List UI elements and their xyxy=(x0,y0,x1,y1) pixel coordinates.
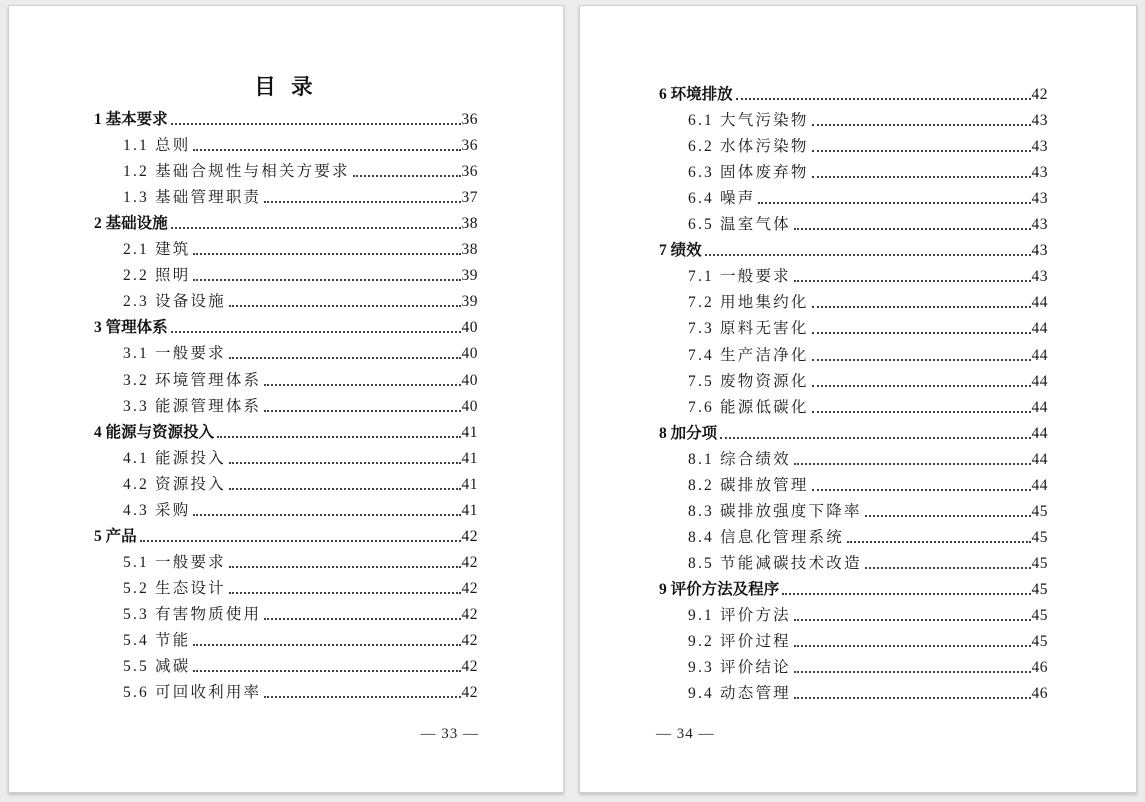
toc-leader-dots xyxy=(229,357,461,359)
toc-entry-pagenum: 43 xyxy=(1031,138,1048,156)
toc-entry xyxy=(94,443,478,469)
toc-leader-dots xyxy=(812,489,1031,491)
toc-entry-pagenum: 42 xyxy=(461,579,478,597)
toc-leader-dots xyxy=(353,175,461,177)
toc-entry-label: 3.2 环境管理体系 xyxy=(123,371,262,389)
toc-entry xyxy=(94,338,478,364)
toc-entry xyxy=(659,470,1048,496)
toc-entry-label: 6.5 温室气体 xyxy=(688,216,791,234)
toc-leader-dots xyxy=(812,359,1031,361)
toc-entry xyxy=(94,521,478,547)
toc-entry-pagenum: 40 xyxy=(461,397,478,415)
toc-entry xyxy=(94,651,478,677)
toc-entry xyxy=(659,183,1048,209)
toc-entry-pagenum: 38 xyxy=(461,241,478,259)
toc-leader-dots xyxy=(812,176,1031,178)
toc-entry xyxy=(659,678,1048,704)
toc-entry xyxy=(659,209,1048,235)
toc-entry xyxy=(94,156,478,182)
toc-entry-label: 5 产品 xyxy=(94,527,137,545)
toc-entry-label: 3 管理体系 xyxy=(94,319,168,337)
toc-entry-label: 9.1 评价方法 xyxy=(688,606,791,624)
toc-entry-pagenum: 44 xyxy=(1031,476,1048,494)
toc-entry-label: 4.2 资源投入 xyxy=(123,475,226,493)
toc-entry-pagenum: 44 xyxy=(1031,372,1048,390)
toc-entry xyxy=(94,234,478,260)
toc-entry-label: 7.2 用地集约化 xyxy=(688,294,809,312)
toc-entry xyxy=(659,261,1048,287)
toc-entry xyxy=(94,260,478,286)
toc-leader-dots xyxy=(229,592,461,594)
toc-entry-pagenum: 38 xyxy=(461,215,478,233)
toc-entry xyxy=(659,626,1048,652)
toc-entry xyxy=(94,469,478,495)
toc-entry-label: 7.6 能源低碳化 xyxy=(688,398,809,416)
toc-entry-pagenum: 42 xyxy=(461,631,478,649)
toc-entry-label: 9.4 动态管理 xyxy=(688,685,791,703)
toc-entry-pagenum: 46 xyxy=(1031,685,1048,703)
toc-leader-dots xyxy=(865,515,1031,517)
toc-entry-pagenum: 37 xyxy=(461,189,478,207)
toc-leader-dots xyxy=(705,254,1031,256)
toc-entry xyxy=(659,496,1048,522)
toc-leader-dots xyxy=(812,124,1031,126)
toc-entry-pagenum: 39 xyxy=(461,267,478,285)
toc-entry-label: 9.3 评价结论 xyxy=(688,659,791,677)
toc-entry xyxy=(94,573,478,599)
toc-entry-label: 4.3 采购 xyxy=(123,501,191,519)
toc-entry xyxy=(94,208,478,234)
toc-entry-pagenum: 40 xyxy=(461,345,478,363)
toc-list xyxy=(94,104,478,703)
toc-entry-label: 5.2 生态设计 xyxy=(123,579,226,597)
toc-leader-dots xyxy=(720,437,1030,439)
toc-entry-pagenum: 41 xyxy=(461,449,478,467)
toc-entry xyxy=(659,392,1048,418)
toc-entry-label: 7.4 生产洁净化 xyxy=(688,346,809,364)
toc-entry-label: 5.1 一般要求 xyxy=(123,553,226,571)
toc-leader-dots xyxy=(812,385,1031,387)
toc-entry-pagenum: 43 xyxy=(1031,112,1048,130)
toc-entry xyxy=(659,313,1048,339)
toc-entry-pagenum: 45 xyxy=(1031,580,1048,598)
toc-leader-dots xyxy=(812,306,1031,308)
toc-entry-pagenum: 46 xyxy=(1031,659,1048,677)
toc-entry-label: 1 基本要求 xyxy=(94,111,168,129)
toc-entry-pagenum: 36 xyxy=(461,163,478,181)
toc-entry xyxy=(94,364,478,390)
toc-entry-pagenum: 42 xyxy=(461,684,478,702)
toc-leader-dots xyxy=(229,566,461,568)
toc-entry-pagenum: 43 xyxy=(1031,164,1048,182)
toc-entry-pagenum: 41 xyxy=(461,475,478,493)
toc-leader-dots xyxy=(865,567,1031,569)
toc-entry-label: 1.3 基础管理职责 xyxy=(123,189,262,207)
toc-entry-label: 6.1 大气污染物 xyxy=(688,112,809,130)
toc-entry-pagenum: 42 xyxy=(1031,86,1048,104)
toc-entry-pagenum: 41 xyxy=(461,501,478,519)
toc-entry xyxy=(94,286,478,312)
toc-leader-dots xyxy=(264,618,460,620)
toc-entry-label: 7.3 原料无害化 xyxy=(688,320,809,338)
toc-entry-pagenum: 44 xyxy=(1031,294,1048,312)
toc-entry-label: 6.2 水体污染物 xyxy=(688,138,809,156)
toc-entry-pagenum: 45 xyxy=(1031,633,1048,651)
toc-entry-pagenum: 44 xyxy=(1031,398,1048,416)
toc-entry-pagenum: 42 xyxy=(461,527,478,545)
page-number-footer: — 34 — xyxy=(656,726,715,742)
toc-entry-label: 6 环境排放 xyxy=(659,86,733,104)
toc-leader-dots xyxy=(193,253,460,255)
toc-entry xyxy=(659,418,1048,444)
toc-entry-pagenum: 36 xyxy=(461,111,478,129)
toc-entry-pagenum: 42 xyxy=(461,553,478,571)
toc-entry-label: 2.1 建筑 xyxy=(123,241,191,259)
toc-entry-label: 5.5 减碳 xyxy=(123,658,191,676)
toc-leader-dots xyxy=(193,514,460,516)
toc-entry-pagenum: 39 xyxy=(461,293,478,311)
page-number-footer: — 33 — xyxy=(420,726,479,742)
toc-entry-pagenum: 36 xyxy=(461,137,478,155)
toc-entry xyxy=(94,391,478,417)
toc-entry xyxy=(659,105,1048,131)
toc-leader-dots xyxy=(229,462,461,464)
toc-leader-dots xyxy=(758,202,1030,204)
toc-leader-dots xyxy=(794,697,1031,699)
toc-entry xyxy=(94,677,478,703)
toc-entry-label: 5.4 节能 xyxy=(123,631,191,649)
toc-entry xyxy=(659,652,1048,678)
toc-entry xyxy=(94,417,478,443)
toc-entry xyxy=(659,444,1048,470)
toc-leader-dots xyxy=(229,488,461,490)
toc-leader-dots xyxy=(812,411,1031,413)
toc-leader-dots xyxy=(794,228,1031,230)
toc-entry xyxy=(659,131,1048,157)
toc-leader-dots xyxy=(794,619,1031,621)
toc-entry xyxy=(94,182,478,208)
toc-entry-pagenum: 44 xyxy=(1031,346,1048,364)
toc-entry xyxy=(659,522,1048,548)
toc-leader-dots xyxy=(264,696,460,698)
toc-leader-dots xyxy=(140,540,461,542)
toc-entry-label: 8.4 信息化管理系统 xyxy=(688,528,844,546)
toc-leader-dots xyxy=(171,123,461,125)
toc-entry-label: 8.2 碳排放管理 xyxy=(688,476,809,494)
toc-entry-pagenum: 45 xyxy=(1031,502,1048,520)
toc-entry-pagenum: 45 xyxy=(1031,528,1048,546)
toc-leader-dots xyxy=(782,593,1030,595)
toc-entry-label: 6.3 固体废弃物 xyxy=(688,164,809,182)
toc-entry-pagenum: 43 xyxy=(1031,190,1048,208)
toc-entry-pagenum: 40 xyxy=(461,319,478,337)
toc-list xyxy=(659,79,1048,704)
toc-entry xyxy=(659,600,1048,626)
toc-entry xyxy=(659,366,1048,392)
toc-entry xyxy=(94,495,478,521)
toc-leader-dots xyxy=(171,227,461,229)
toc-entry-label: 5.3 有害物质使用 xyxy=(123,605,262,623)
toc-entry-label: 2.2 照明 xyxy=(123,267,191,285)
toc-leader-dots xyxy=(193,644,460,646)
toc-entry xyxy=(94,599,478,625)
toc-entry xyxy=(94,104,478,130)
toc-entry-label: 4 能源与资源投入 xyxy=(94,423,215,441)
toc-entry xyxy=(94,130,478,156)
toc-entry-label: 7.1 一般要求 xyxy=(688,268,791,286)
toc-entry-label: 6.4 噪声 xyxy=(688,190,756,208)
toc-entry xyxy=(94,312,478,338)
toc-entry-label: 7.5 废物资源化 xyxy=(688,372,809,390)
toc-entry xyxy=(94,625,478,651)
toc-entry-label: 1.1 总则 xyxy=(123,137,191,155)
toc-entry-label: 8.3 碳排放强度下降率 xyxy=(688,502,862,520)
toc-leader-dots xyxy=(264,201,460,203)
toc-entry xyxy=(659,287,1048,313)
toc-leader-dots xyxy=(264,384,460,386)
toc-entry xyxy=(659,548,1048,574)
toc-leader-dots xyxy=(794,280,1031,282)
toc-entry-label: 1.2 基础合规性与相关方要求 xyxy=(123,163,350,181)
toc-entry-label: 3.1 一般要求 xyxy=(123,345,226,363)
toc-entry-pagenum: 43 xyxy=(1031,216,1048,234)
toc-leader-dots xyxy=(193,149,460,151)
toc-leader-dots xyxy=(736,98,1031,100)
toc-entry-pagenum: 44 xyxy=(1031,424,1048,442)
toc-entry-label: 2 基础设施 xyxy=(94,215,168,233)
toc-leader-dots xyxy=(847,541,1031,543)
toc-entry xyxy=(659,157,1048,183)
toc-entry-pagenum: 41 xyxy=(461,423,478,441)
toc-leader-dots xyxy=(229,305,461,307)
toc-leader-dots xyxy=(812,150,1031,152)
toc-leader-dots xyxy=(217,436,460,438)
toc-entry-pagenum: 44 xyxy=(1031,320,1048,338)
toc-entry-label: 4.1 能源投入 xyxy=(123,449,226,467)
toc-leader-dots xyxy=(264,410,460,412)
toc-entry xyxy=(659,574,1048,600)
toc-entry-pagenum: 44 xyxy=(1031,450,1048,468)
toc-entry-pagenum: 43 xyxy=(1031,268,1048,286)
toc-entry-label: 8.1 综合绩效 xyxy=(688,450,791,468)
toc-entry xyxy=(659,339,1048,365)
toc-leader-dots xyxy=(193,279,460,281)
toc-entry-label: 8.5 节能减碳技术改造 xyxy=(688,554,862,572)
toc-entry-pagenum: 42 xyxy=(461,658,478,676)
toc-leader-dots xyxy=(794,671,1031,673)
toc-entry-pagenum: 42 xyxy=(461,605,478,623)
toc-entry xyxy=(659,235,1048,261)
toc-entry xyxy=(659,79,1048,105)
toc-entry-label: 3.3 能源管理体系 xyxy=(123,397,262,415)
toc-entry-label: 9.2 评价过程 xyxy=(688,633,791,651)
toc-leader-dots xyxy=(794,645,1031,647)
toc-entry-pagenum: 45 xyxy=(1031,606,1048,624)
toc-entry-pagenum: 40 xyxy=(461,371,478,389)
toc-leader-dots xyxy=(193,670,460,672)
toc-entry xyxy=(94,547,478,573)
page-33 xyxy=(8,5,564,793)
page-34 xyxy=(579,5,1137,793)
toc-entry-label: 8 加分项 xyxy=(659,424,718,442)
toc-leader-dots xyxy=(171,331,461,333)
toc-entry-pagenum: 43 xyxy=(1031,242,1048,260)
toc-entry-label: 2.3 设备设施 xyxy=(123,293,226,311)
toc-entry-label: 7 绩效 xyxy=(659,242,702,260)
toc-leader-dots xyxy=(812,332,1031,334)
toc-entry-label: 5.6 可回收利用率 xyxy=(123,684,262,702)
toc-entry-label: 9 评价方法及程序 xyxy=(659,580,780,598)
toc-entry-pagenum: 45 xyxy=(1031,554,1048,572)
toc-leader-dots xyxy=(794,463,1031,465)
toc-title: 目 录 xyxy=(254,75,318,99)
